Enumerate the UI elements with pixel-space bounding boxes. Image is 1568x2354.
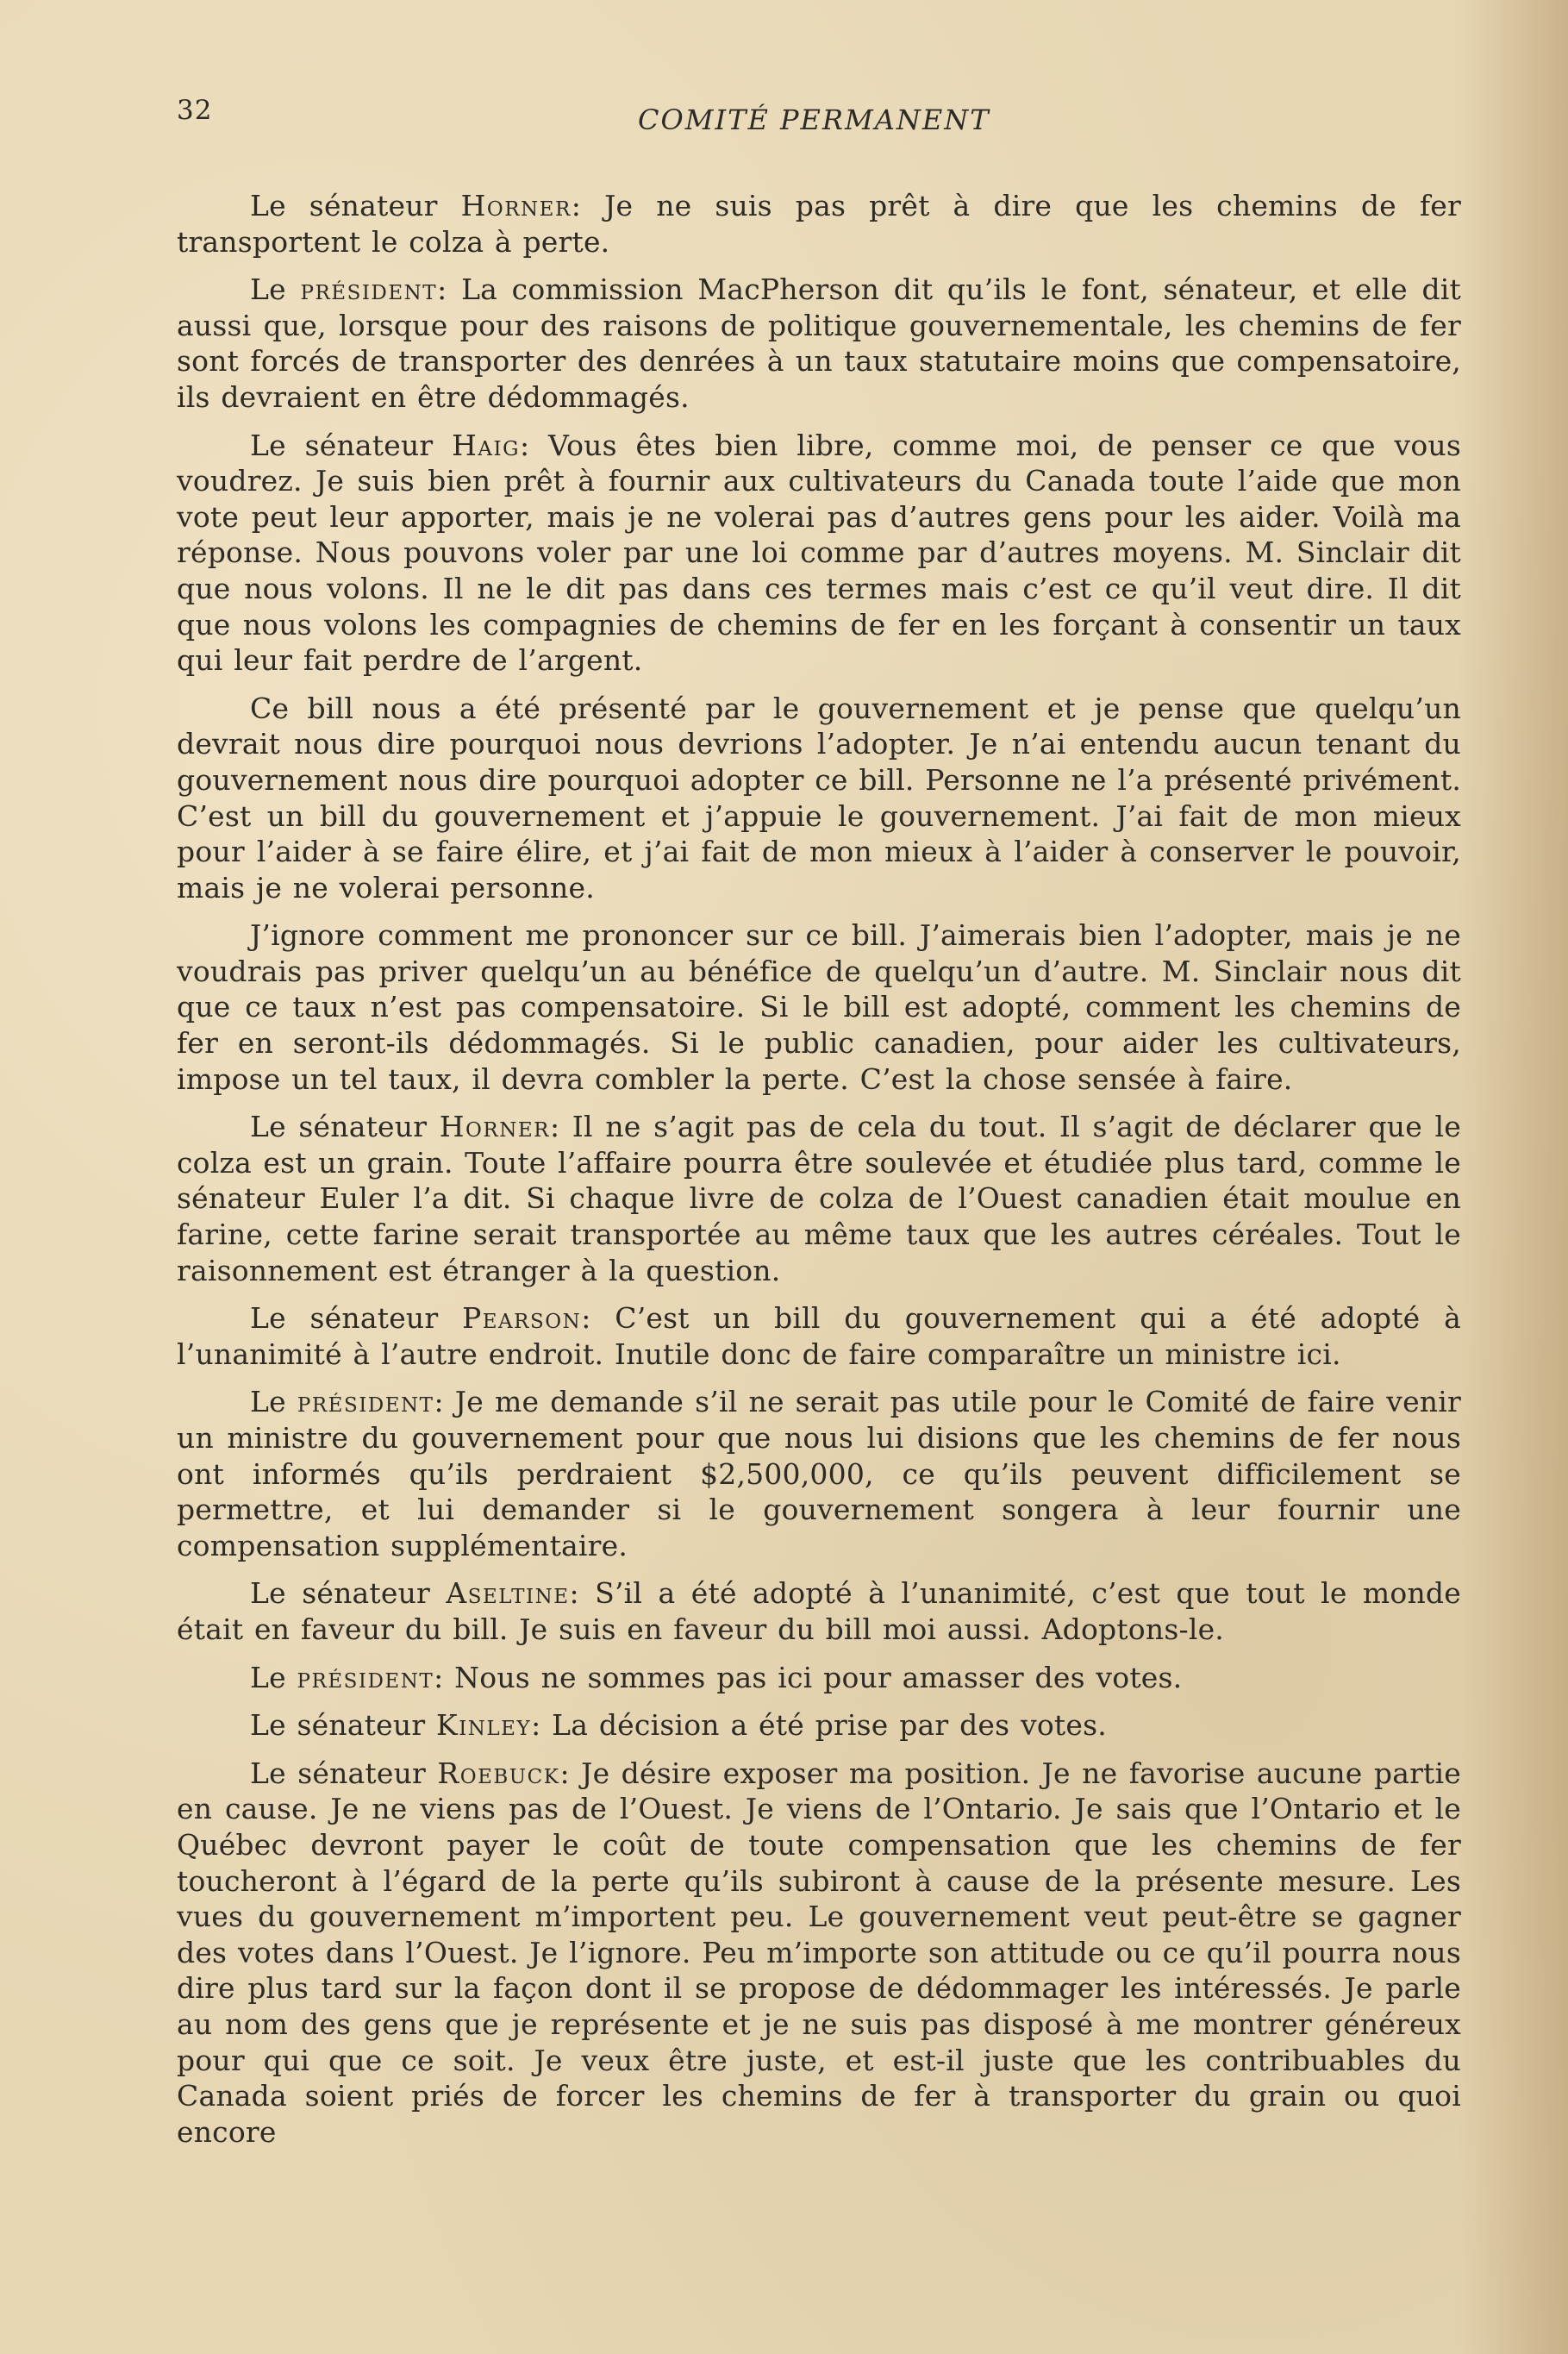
speaker-name: Horner [460, 189, 572, 222]
speaker-name: Pearson [462, 1301, 582, 1336]
speaker-name: Horner [439, 1110, 550, 1144]
speaker-name: Aseltine [446, 1576, 570, 1611]
paragraph [177, 428, 1461, 679]
paragraph-text: : Il ne s’agit pas de cela du tout. Il s’agit de déclarer que le colza est un grain. Toute l’affaire pourra être soulevée et étudiée plus tard, comme le sénateur Euler l’a dit. Si chaque livre de colza de l’Ouest canadien était moulue en farine, cette farine serait transportée au même taux que les autres céréales. Tout le raisonnement est étranger à la question. [177, 1110, 1461, 1287]
paragraph-prefix: Le sénateur [250, 189, 461, 222]
paragraph-prefix: Le [250, 1385, 297, 1419]
paragraph-prefix: Le sénateur [250, 1756, 438, 1790]
paragraph-prefix: Le sénateur [250, 1301, 463, 1336]
page-header [177, 95, 1461, 155]
page-number: 32 [177, 95, 213, 126]
paragraph-text: : Nous ne sommes pas ici pour amasser des votes. [434, 1660, 1183, 1694]
paragraph-text: : La décision a été prise par des votes. [531, 1708, 1107, 1743]
paragraph-prefix: Le sénateur [250, 1576, 447, 1611]
speaker-name: président [297, 1660, 434, 1694]
paragraph [177, 1660, 1461, 1696]
paragraph [177, 917, 1461, 1097]
paragraph-prefix: Le [250, 272, 301, 307]
speaker-name: président [300, 272, 438, 307]
paragraph [177, 1109, 1461, 1288]
paragraph-prefix: Le sénateur [250, 1708, 437, 1743]
paragraph-text: : Vous êtes bien libre, comme moi, de penser ce que vous voudrez. Je suis bien prêt à fournir aux cultivateurs du Canada toute l’aide que mon vote peut leur apporter, mais je ne volerai pas d’autres gens pour les aider. Voilà ma réponse. Nous pouvons voler par une loi comme par d’autres moyens. M. Sinclair dit que nous volons. Il ne le dit pas dans ces termes mais c’est ce qu’il veut dire. Il dit que nous volons les compagnies de chemins de fer en les forçant à consentir un taux qui leur fait perdre de l’argent. [177, 428, 1461, 678]
paragraph [177, 1575, 1461, 1647]
document-page [177, 95, 1461, 2162]
paragraph-text: : Je désire exposer ma position. Je ne favorise aucune partie en cause. Je ne viens pas de l’Ouest. Je viens de l’Ontario. Je sais que l’Ontario et le Québec devront payer le coût de toute compensation que les chemins de fer toucheront à l’égard de la perte qu’ils subiront à cause de la présente mesure. Les vues du gouvernement m’importent peu. Le gouvernement veut peut-être se gagner des votes dans l’Ouest. Je l’ignore. Peu m’importe son attitude ou ce qu’il pourra nous dire plus tard sur la façon dont il se propose de dédommager les intéressés. Je parle au nom des gens que je représente et je ne suis pas disposé à me montrer généreux pour qui que ce soit. Je veux être juste, et est-il juste que les contribuables du Canada soient priés de forcer les chemins de fer à transporter du grain ou quoi encore [177, 1756, 1461, 2149]
paragraph-text: : La commission MacPherson dit qu’ils le font, sénateur, et elle dit aussi que, lorsque pour des raisons de politique gouvernementale, les chemins de fer sont forcés de transporter des denrées à un taux statutaire moins que compensatoire, ils devraient en être dédommagés. [177, 272, 1461, 414]
document-body [177, 188, 1461, 2150]
speaker-name: Haig [452, 428, 520, 462]
speaker-name: président [297, 1385, 434, 1419]
speaker-name: Roebuck [437, 1756, 560, 1790]
paragraph-prefix: Le sénateur [250, 428, 453, 462]
paragraph [177, 272, 1461, 415]
paragraph [177, 1384, 1461, 1563]
paragraph [177, 1756, 1461, 2151]
paragraph-text: J’ignore comment me prononcer sur ce bill. J’aimerais bien l’adopter, mais je ne voudrais pas priver quelqu’un au bénéfice de quelqu’un d’autre. M. Sinclair nous dit que ce taux n’est pas compensatoire. Si le bill est adopté, comment les chemins de fer en seront-ils dédommagés. Si le public canadien, pour aider les cultivateurs, impose un tel taux, il devra combler la perte. C’est la chose sensée à faire. [177, 918, 1461, 1096]
paragraph-text: : Je ne suis pas prêt à dire que les chemins de fer transportent le colza à perte. [177, 189, 1461, 259]
paragraph [177, 691, 1461, 906]
paragraph-text: : C’est un bill du gouvernement qui a été adopté à l’unanimité à l’autre endroit. Inutile donc de faire comparaître un ministre ici. [177, 1301, 1461, 1371]
paragraph-text: : Je me demande s’il ne serait pas utile pour le Comité de faire venir un ministre du gouvernement pour que nous lui disions que les chemins de fer nous ont informés qu’ils perdraient $2,500,000, ce qu’ils peuvent difficilement se permettre, et lui demander si le gouvernement songera à leur fournir une compensation supplémentaire. [177, 1385, 1461, 1562]
paragraph [177, 1707, 1461, 1744]
running-title: COMITÉ PERMANENT [638, 103, 990, 136]
speaker-name: Kinley [436, 1708, 532, 1743]
paragraph-text: Ce bill nous a été présenté par le gouvernement et je pense que quelqu’un devrait nous dire pourquoi nous devrions l’adopter. Je n’ai entendu aucun tenant du gouvernement nous dire pourquoi adopter ce bill. Personne ne l’a présenté privément. C’est un bill du gouvernement et j’appuie le gouvernement. J’ai fait de mon mieux pour l’aider à se faire élire, et j’ai fait de mon mieux à l’aider à conserver le pouvoir, mais je ne volerai personne. [177, 691, 1462, 905]
paragraph-prefix: Le [250, 1660, 297, 1694]
paragraph-text: : S’il a été adopté à l’unanimité, c’est que tout le monde était en faveur du bill. Je suis en faveur du bill moi aussi. Adoptons-le. [177, 1576, 1461, 1646]
paragraph [177, 1300, 1461, 1372]
paragraph [177, 188, 1461, 260]
paragraph-prefix: Le sénateur [250, 1110, 440, 1144]
